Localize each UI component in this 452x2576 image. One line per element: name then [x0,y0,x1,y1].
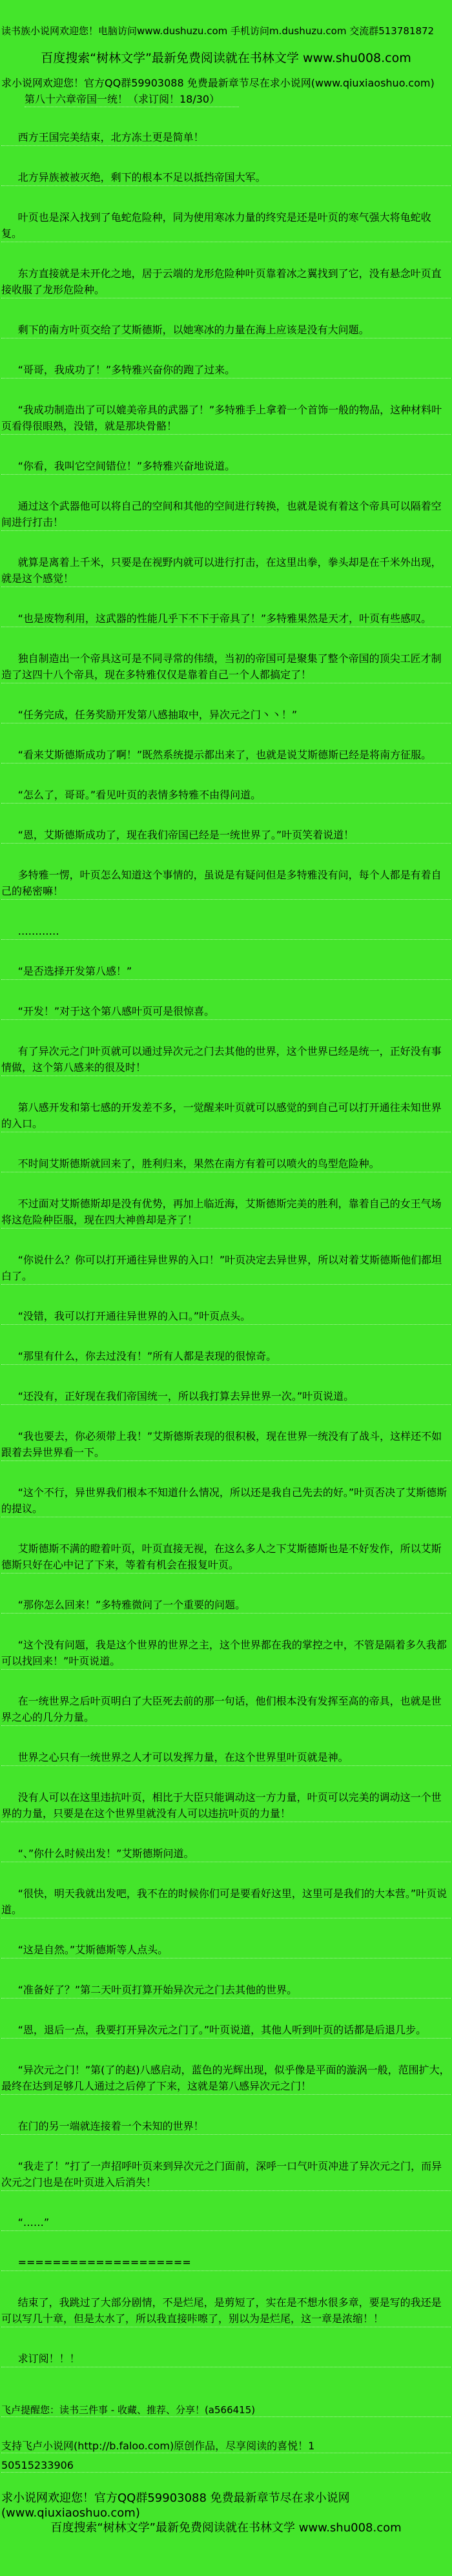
novel-paragraph: “我走了！”打了一声招呼叶页来到异次元之门面前，深呼一口气叶页冲进了异次元之门，而异次元之门也是在叶页进入后消失！ [1,2158,451,2191]
novel-paragraph: “没错，我可以打开通往异世界的入口。”叶页点头。 [1,1308,451,1325]
site-notice-dushuzu: 读书族小说网欢迎您！电脑访问www.dushuzu.com 手机访问m.dushuzu.com 交流群513781872 [1,25,435,37]
novel-paragraph: “我成功制造出了可以媲美帝具的武器了！”多特雅手上拿着一个首饰一般的物品，这种材料叶页看得很眼熟，没错，就是那块骨骼！ [1,402,451,435]
novel-paragraph: “异次元之门！”第(了的赵)八感启动，蓝色的光辉出现，似乎像是平面的漩涡一般，范围扩大，最终在达到足够几人通过之后停了下来，这就是第八感异次元之门！ [1,2062,451,2095]
novel-paragraph: “是否选择开发第八感！” [1,963,451,980]
novel-paragraph: “开发！”对于这个第八感叶页可是很惊喜。 [1,1003,451,1020]
page-footer [1,2404,451,2535]
novel-paragraph: “我也要去，你必须带上我！”艾斯德斯表现的很积极，现在世界一统没有了战斗，这样还不如跟着去异世界看一下。 [1,1428,451,1461]
novel-paragraph: ==================== [1,2254,451,2271]
novel-paragraph: ………… [1,923,451,940]
novel-paragraph: “、”你什么时候出发！”艾斯德斯问道。 [1,1845,451,1862]
novel-paragraph: “怎么了，哥哥。”看见叶页的表情多特雅不由得问道。 [1,787,451,804]
footer-number-line: 50515233906 [1,2458,451,2473]
novel-paragraph: “恩，退后一点，我要打开异次元之门了。”叶页说道，其他人听到叶页的话都是后退几步。 [1,2022,451,2039]
novel-paragraph: 东方直接就是未开化之地，居于云端的龙形危险种叶页靠着冰之翼找到了它，没有悬念叶页直接收服了龙形危险种。 [1,265,451,298]
novel-paragraph: 西方王国完美结束，北方冻土更是简单！ [1,129,451,146]
site-notice-shu008: 百度搜索“树林文学”最新免费阅读就在书林文学 www.shu008.com [41,51,411,65]
footer-site-notice-shu008: 百度搜索“树林文学”最新免费阅读就在书林文学 www.shu008.com [50,2521,402,2535]
novel-paragraph: 没有人可以在这里违抗叶页，相比于大臣只能调动这一方力量，叶页可以完美的调动这一个世界的力量，只要是在这个世界里就没有人可以违抗叶页的力量！ [1,1789,451,1822]
novel-paragraph: 不时间艾斯德斯就回来了，胜利归来，果然在南方有着可以喷火的鸟型危险种。 [1,1156,451,1172]
novel-paragraph: “这是自然。”艾斯德斯等人点头。 [1,1942,451,1958]
novel-paragraph: “你说什么？你可以打开通往异世界的入口！”叶页决定去异世界，所以对着艾斯德斯他们都坦白了。 [1,1252,451,1285]
site-notice-qiuxiaoshuo: 求小说网欢迎您！官方QQ群59903088 免费最新章节尽在求小说网(www.qiuxiaoshuo.com) [1,77,435,89]
novel-paragraph: 有了异次元之门叶页就可以通过异次元之门去其他的世界，这个世界已经是统一，正好没有事情做，这个第八感来的很及时！ [1,1043,451,1076]
novel-paragraph: “这个没有问题，我是这个世界的世界之主，这个世界都在我的掌控之中，不管是隔着多久我都可以找回来！”叶页说道。 [1,1637,451,1670]
novel-paragraph: 通过这个武器他可以将自己的空间和其他的空间进行转换，也就是说有着这个帝具可以隔着空间进行打击！ [1,498,451,531]
novel-paragraph: “任务完成，任务奖励开发第八感抽取中，异次元之门丶丶！” [1,707,451,723]
novel-paragraph: “恩，艾斯德斯成功了，现在我们帝国已经是一统世界了。”叶页笑着说道！ [1,827,451,844]
novel-paragraph: 就算是离着上千米，只要是在视野内就可以进行打击，在这里出拳，拳头却是在千米外出现，就是这个感觉！ [1,554,451,587]
novel-paragraph: “看来艾斯德斯成功了啊！”既然系统提示都出来了，也就是说艾斯德斯已经是将南方征服。 [1,747,451,763]
chapter-title: 第八十六章帝国一统！（求订阅！18/30） [25,92,239,107]
novel-paragraph: 不过面对艾斯德斯却是没有优势，再加上临近海，艾斯德斯完美的胜利，靠着自己的女王气场将这危险种臣服，现在四大神兽却是齐了！ [1,1196,451,1229]
novel-paragraph: “这个不行，异世界我们根本不知道什么情况，所以还是我自己先去的好。”叶页否决了艾斯德斯的提议。 [1,1484,451,1517]
novel-paragraph: “还没有，正好现在我们帝国统一，所以我打算去异世界一次。”叶页说道。 [1,1388,451,1405]
novel-paragraph: “哥哥，我成功了！”多特雅兴奋你的跑了过来。 [1,362,451,379]
novel-paragraph: 多特雅一愣，叶页怎么知道这个事情的，虽说是有疑问但是多特雅没有问，每个人都是有着自己的秘密嘛！ [1,867,451,900]
novel-paragraph: “也是废物利用，这武器的性能几乎下不下于帝具了！”多特雅果然是天才，叶页有些感叹。 [1,610,451,627]
novel-paragraph: “……” [1,2214,451,2231]
novel-paragraph: 在门的另一端就连接着一个未知的世界！ [1,2118,451,2135]
novel-paragraph: 独自制造出一个帝具这可是不同寻常的伟绩，当初的帝国可是聚集了整个帝国的顶尖工匠才制造了这四十八个帝具，现在多特雅仅仅是靠着自己一个人都搞定了！ [1,650,451,683]
faloo-reminder: 飞卢提醒您：读书三件事 - 收藏、推荐、分享！(a566415) [1,2404,451,2417]
novel-paragraph: 第八感开发和第七感的开发差不多，一觉醒来叶页就可以感觉的到自己可以打开通往未知世界的入口。 [1,1099,451,1132]
novel-body [1,129,451,2367]
novel-paragraph: “很快，明天我就出发吧，我不在的时候你们可是要看好这里，这里可是我们的大本营。”叶页说道。 [1,1885,451,1918]
novel-paragraph: “你看，我叫它空间错位！”多特雅兴奋地说道。 [1,458,451,475]
page-header [1,25,451,129]
novel-paragraph: 艾斯德斯不满的瞪着叶页，叶页直接无视，在这么多人之下艾斯德斯也是不好发作，所以艾斯德斯只好在心中记了下来，等着有机会在报复叶页。 [1,1541,451,1574]
novel-paragraph: 叶页也是深入找到了龟蛇危险种，同为使用寒冰力量的终究是还是叶页的寒气强大将龟蛇收复。 [1,209,451,242]
novel-paragraph: 在一统世界之后叶页明白了大臣死去前的那一句话，他们根本没有发挥至高的帝具，也就是世界之心的几分力量。 [1,1693,451,1726]
novel-paragraph: “准备好了？”第二天叶页打算开始异次元之门去其他的世界。 [1,1982,451,1999]
footer-site-notice-qiuxiaoshuo: 求小说网欢迎您！官方QQ群59903088 免费最新章节尽在求小说网(www.qiuxiaoshuo.com) [1,2491,350,2520]
novel-paragraph: “那你怎么回来！”多特雅微问了一个重要的问题。 [1,1597,451,1614]
novel-paragraph: “那里有什么，你去过没有！”所有人都是表现的很惊奇。 [1,1348,451,1365]
novel-paragraph: 世界之心只有一统世界之人才可以发挥力量，在这个世界里叶页就是神。 [1,1749,451,1766]
novel-paragraph: 北方异族被被灭绝，剩下的根本不足以抵挡帝国大军。 [1,169,451,186]
novel-paragraph: 剩下的南方叶页交给了艾斯德斯，以她寒冰的力量在海上应该是没有大问题。 [1,322,451,338]
novel-paragraph: 结束了，我跳过了大部分剧情，不是烂尾，是剪短了，实在是不想水很多章，要是写的我还是可以写几十章，但是太水了，所以我直接咔嚓了，别以为是烂尾，这一章是浓缩！！ [1,2294,451,2327]
novel-paragraph: 求订阅！！！ [1,2351,451,2367]
faloo-support-line: 支持飞卢小说网(http://b.faloo.com)原创作品，尽享阅读的喜悦！1 [1,2439,451,2453]
